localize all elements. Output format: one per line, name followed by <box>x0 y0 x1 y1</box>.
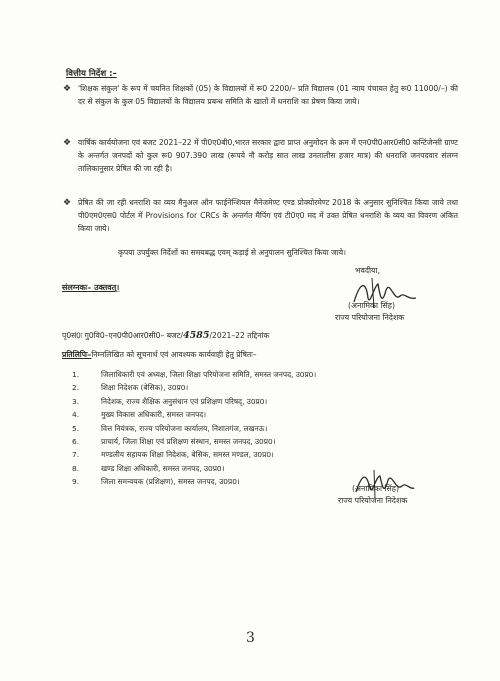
bullet-paragraph-2 <box>63 136 458 176</box>
bullet-paragraph-1 <box>63 82 458 108</box>
copy-to-heading <box>62 350 257 360</box>
diamond-bullet-icon: ❖ <box>63 198 72 208</box>
copy-to-text: निम्नलिखित को सूचनार्थ एवं आवश्यक कार्यवाही हेतु प्रेषितः– <box>91 350 257 359</box>
list-item: 2. शिक्षा निदेशक (बेसिक), उ0प्र0। <box>72 383 189 393</box>
bullet-text-2: वार्षिक कार्ययोजना एवं बजट 2021–22 में पी0ए0बी0,भारत सरकार द्वारा प्राप्त अनुमोदन के क्रम में एन0पी0आर0सी0 कन्टिंजेन्सी ग्राण्ट के अन्तर्गत जनपदों को कुल रू0 907.390 लाख (रूपये नौ करोड़ सात लाख उनतालीस हजार मात्र) की धनराशि जनपदवार संलग्न तालिकानुसार प्रेषित की जा रही है। <box>78 138 458 174</box>
signatory-name: (अनामिका सिंह) <box>352 484 399 493</box>
list-item: 5. वित्त नियंत्रक, राज्य परियोजना कार्यालय, निशातगंज, लखनऊ। <box>72 423 268 433</box>
attachment-note: संलग्नकः– उक्तवत्। <box>62 283 120 292</box>
list-item: 9. जिला समन्वयक (प्रशिक्षण), समस्त जनपद, उ0प्र0। <box>72 477 240 487</box>
signatory-designation: राज्य परियोजना निदेशक <box>335 313 405 322</box>
reference-line <box>62 330 269 341</box>
closing-line: कृपया उपर्युक्त निर्देशों का समयबद्ध एवम् कड़ाई से अनुपालन सुनिश्चित किया जाये। <box>118 248 347 257</box>
list-item: 6. प्राचार्य, जिला शिक्षा एवं प्रशिक्षण संस्थान, समस्त जनपद, उ0प्र0। <box>72 437 276 447</box>
page-number: 3 <box>246 630 255 646</box>
salutation: भवदीया, <box>355 266 380 275</box>
distribution-list <box>72 368 316 489</box>
reference-suffix: /2021–22 तद्दिनांक <box>209 331 270 340</box>
reference-number: 4585 <box>183 330 210 341</box>
section-heading: वित्तीय निर्देश :– <box>66 69 117 79</box>
list-item: 4. मुख्य विकास अधिकारी, समस्त जनपद। <box>72 410 207 420</box>
diamond-bullet-icon: ❖ <box>63 138 72 148</box>
signatory-designation: राज्य परियोजना निदेशक <box>338 496 408 505</box>
list-item: 1. जिलाधिकारी एवं अध्यक्ष, जिला शिक्षा परियोजना समिति, समस्त जनपद, उ0प्र0। <box>72 370 317 379</box>
diamond-bullet-icon: ❖ <box>63 84 72 94</box>
bullet-text-1: 'शिक्षक संकुल' के रूप में चयनित शिक्षकों (05) के विद्यालयों में रू0 2200/– प्रति विद्यालय (01 न्याय पंचायत हेतु रू0 11000/–) की दर से संकुल के कुल 05 विद्यालयों के विद्यालय प्रबन्ध समिति के खातों में धनराशि का प्रेषण किया जाये। <box>78 84 458 107</box>
list-item: 8. खण्ड शिक्षा अधिकारी, समस्त जनपद, उ0प्र0। <box>72 463 225 473</box>
list-item: 3. निदेशक, राज्य शैक्षिक अनुसंधान एवं प्रशिक्षण परिषद्, उ0प्र0। <box>72 396 268 406</box>
bullet-paragraph-3 <box>63 196 458 236</box>
signatory-name: (अनामिका सिंह) <box>348 301 395 310</box>
reference-prefix: पृ0सं0ः गु0वि0–एन0पी0आर0सी0– बजट/ <box>62 331 184 340</box>
list-item: 7. मण्डलीय सहायक शिक्षा निदेशक, बेसिक, समस्त मण्डल, उ0प्र0। <box>72 450 274 460</box>
bullet-text-3: प्रेषित की जा रही धनराशि का व्यय मैनुअल ऑन फाईनेन्शियल मैनेजमेण्ट एण्ड प्रोक्योरमेण्ट 2018 के अनुसार सुनिश्चित किया जाये तथा पी0एम0एस0 पोर्टल में Provisions for CRCs के अन्तर्गत मैपिंग एवं टी0ए0 मद में उक्त प्रेषित धनराशि के व्यय का विवरण अंकित किया जाये। <box>78 198 458 234</box>
copy-to-label: प्रतिलिपिः– <box>62 350 92 359</box>
